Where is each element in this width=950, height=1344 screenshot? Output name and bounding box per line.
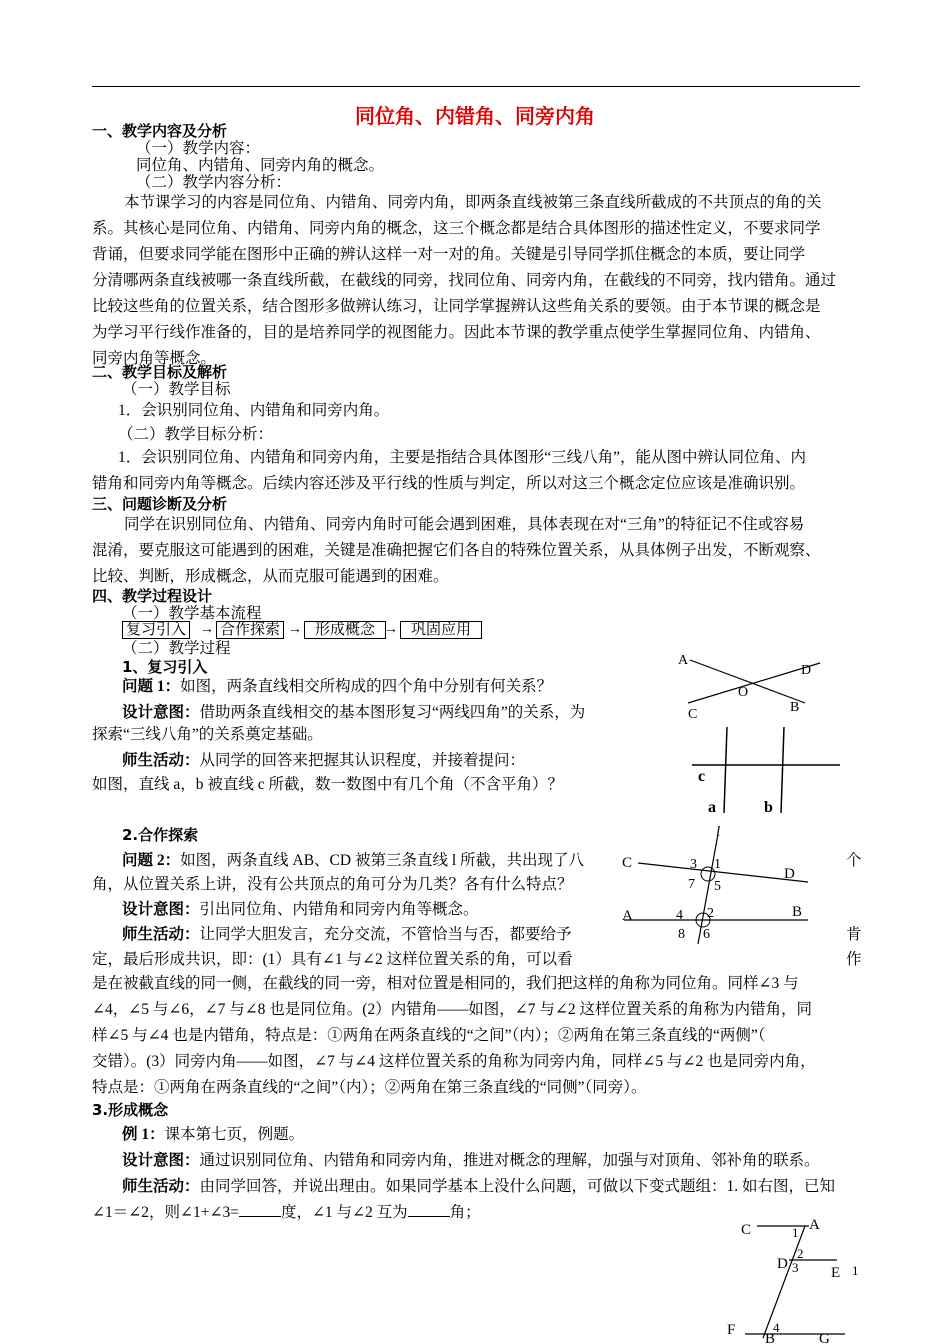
s1-line: 比较这些角的位置关系，结合图形多做辨认练习，让同学掌握辨认这些角关系的要领。由于本节课的概念是	[92, 298, 821, 315]
fig3-label: 4	[676, 908, 683, 923]
fig4-label: E	[831, 1265, 841, 1281]
s1-line: 同旁内角等概念。	[92, 350, 217, 367]
p2-a-label: 师生活动：	[122, 926, 200, 943]
fig4-label: C	[741, 1222, 752, 1238]
p2-a-text1: 让同学大胆发言，充分交流，不管恰当与否，都要给予	[199, 926, 572, 943]
s3-line: 同学在识别同位角、内错角、同旁内角时可能会遇到困难，具体表现在对“三角”的特征记不住或容易	[124, 516, 805, 533]
p2-q-text1-end: 个	[846, 852, 862, 869]
p2-a-text1-end: 肯	[846, 926, 862, 943]
fig3-label: 2	[707, 906, 714, 921]
section-1-heading: 一、教学内容及分析	[92, 122, 228, 140]
fig1-label: O	[738, 685, 749, 700]
s1-paragraph	[92, 190, 860, 372]
p1-d-label: 设计意图：	[122, 704, 200, 721]
s3-line: 混淆，要克服这可能遇到的困难，关键是准确把握它们各自的特殊位置关系，从具体例子出发，不断观察、	[92, 542, 821, 559]
p1-q-text: 如图，两条直线相交所构成的四个角中分别有何关系？	[180, 678, 553, 695]
answer-blank	[408, 1202, 450, 1217]
s2-sub1: （一）教学目标	[122, 381, 231, 398]
p2-d-text: 引出同位角、内错角和同旁内角等概念。	[199, 901, 479, 918]
fig2-label: c	[698, 768, 706, 785]
fig4-label: 2	[797, 1246, 804, 1261]
p2-design	[122, 901, 479, 919]
p3-a-text2-c: 角；	[449, 1204, 481, 1221]
s2-item1: 1．会识别同位角、内错角和同旁内角。	[118, 402, 390, 419]
p3-e-label: 例 1：	[122, 1126, 165, 1143]
p1-a-text2: 如图，直线 a，b 被直线 c 所截，数一数图中有几个角（不含平角）？	[92, 776, 564, 793]
top-rule	[92, 86, 860, 87]
s2-line: 1．会识别同位角、内错角和同旁内角，主要是指结合具体图形“三线八角”，能从图中辨认同位角、内	[118, 449, 807, 466]
p3-activity	[122, 1178, 835, 1196]
figure-two-lines-transversal	[690, 725, 850, 820]
p2-q-text1: 如图，两条直线 AB、CD 被第三条直线 l 所截，共出现了八	[180, 852, 585, 869]
p2-d-label: 设计意图：	[122, 901, 200, 918]
p2-line: 特点是：①两角在两条直线的“之间”（内）；②两角在第三条直线的“同侧”（同旁）。	[92, 1079, 647, 1096]
fig3-label: B	[792, 904, 803, 920]
p2-a-text2: 定，最后形成共识，即：(1）具有∠1 与∠2 这样位置关系的角，可以看	[92, 951, 573, 968]
p3-a-text: 由同学回答，并说出理由。如果同学基本上没什么问题，可做以下变式题组：1. 如右图，已知	[199, 1178, 836, 1195]
p2-q-label: 问题 2：	[122, 852, 181, 869]
page-title: 同位角、内错角、同旁内角	[355, 104, 595, 128]
p1-question	[122, 678, 552, 696]
s2-sub2: （二）教学目标分析：	[118, 426, 274, 443]
s1-line: 系。其核心是同位角、内错角、同旁内角的概念，这三个概念都是结合具体图形的描述性定义，不要求同学	[92, 220, 821, 237]
fig3-label: l	[716, 824, 721, 840]
page-number: 1	[852, 1263, 859, 1278]
p3-d-text: 通过识别同位角、内错角和同旁内角，推进对概念的理解，加强与对顶角、邻补角的联系。	[199, 1152, 820, 1169]
p2-heading: 2.合作探索	[122, 826, 199, 844]
section-2-heading: 二、教学目标及解析	[92, 363, 228, 381]
p3-a-text2-a: ∠1＝∠2，则∠1+∠3=	[92, 1204, 239, 1221]
fig3-label: 5	[714, 879, 721, 894]
fig4-label: 4	[773, 1320, 780, 1335]
s4-sub2: （二）教学过程	[122, 640, 231, 657]
section-4-heading: 四、教学过程设计	[92, 587, 213, 605]
s1-line: 背诵，但要求同学能在图形中正确的辨认这样一对一对的角。关键是引导同学抓住概念的本质，要让同学	[92, 246, 806, 263]
p2-activity	[122, 926, 572, 944]
fig4-label: F	[727, 1322, 736, 1338]
fig3-label: C	[622, 855, 633, 871]
p1-heading: 1、复习引入	[122, 658, 208, 676]
p2-line: 样∠5 与∠4 也是内错角，特点是：①两角在两条直线的“之间”（内）；②两角在第三条直线的“两侧”（	[92, 1027, 766, 1044]
fig3-label: 8	[678, 927, 685, 942]
s2-paragraph	[92, 445, 860, 497]
section-3-heading: 三、问题诊断及分析	[92, 495, 228, 513]
p3-a-text2-b: 度，∠1 与∠2 互为	[280, 1204, 408, 1221]
s3-paragraph	[92, 512, 860, 590]
flow-step-4: 巩固应用	[400, 621, 482, 639]
p2-question	[122, 852, 584, 870]
p1-d-text1: 借助两条直线相交的基本图形复习“两线四角”的关系，为	[199, 704, 586, 721]
p1-q-label: 问题 1：	[122, 678, 181, 695]
transversal	[763, 1226, 805, 1338]
s1-sub1: （一）教学内容：	[136, 140, 261, 157]
p2-a-text2-end: 作	[846, 951, 862, 968]
s1-sub1-text: 同位角、内错角、同旁内角的概念。	[136, 157, 385, 174]
fig1-label: D	[801, 663, 812, 678]
s1-line: 为学习平行线作准备的，目的是培养同学的视图能力。因此本节课的教学重点使学生掌握同位角、内错角、	[92, 324, 821, 341]
p3-e-text: 课本第七页，例题。	[164, 1126, 305, 1143]
fig2-label: a	[708, 799, 716, 816]
line-b	[781, 727, 784, 813]
p2-paragraph	[92, 971, 860, 1101]
p1-d-text2: 探索“三线八角”的关系奠定基础。	[92, 726, 323, 743]
fig4-label: G	[819, 1331, 830, 1344]
flow-step-3: 形成概念	[304, 621, 386, 639]
p1-activity	[122, 752, 525, 770]
fig4-label: 3	[792, 1260, 799, 1275]
p3-design	[122, 1152, 820, 1170]
fig4-label: 1	[792, 1225, 799, 1240]
fig4-label: A	[809, 1217, 820, 1233]
p3-d-label: 设计意图：	[122, 1152, 200, 1169]
s1-line: 本节课学习的内容是同位角、内错角、同旁内角，即两条直线被第三条直线所截成的不共顶点的角的关	[124, 194, 822, 211]
fig1-label: B	[790, 700, 800, 715]
intersection-circle	[701, 867, 715, 881]
fig4-label: B	[765, 1331, 776, 1344]
line-a	[724, 727, 727, 813]
answer-blank	[239, 1202, 281, 1217]
fig1-label: C	[688, 707, 698, 722]
p3-example	[122, 1126, 304, 1144]
p1-a-text1: 从同学的回答来把握其认识程度，并接着提问：	[199, 752, 526, 769]
fig2-label: b	[764, 799, 773, 816]
p2-line: 交错）。(3）同旁内角——如图，∠7 与∠4 这样位置关系的角称为同旁内角，同样∠5 与∠2 也是同旁内角，	[92, 1053, 816, 1070]
fig3-label: 3	[690, 857, 697, 872]
line-cd	[638, 863, 808, 882]
fig1-label: A	[678, 653, 689, 668]
s1-sub2: （二）教学内容分析：	[136, 174, 292, 191]
s3-line: 比较、判断，形成概念，从而克服可能遇到的困难。	[92, 568, 449, 585]
p2-q-text2: 角，从位置关系上讲，没有公共顶点的角可分为几类？各有什么特点？	[92, 876, 573, 893]
p3-a-text2	[92, 1202, 481, 1222]
s1-line: 分清哪两条直线被哪一条直线所截，在截线的同旁，找同位角、同旁内角，在截线的不同旁，找内错角。通过	[92, 272, 837, 289]
p2-line: 是在被截直线的同一侧，在截线的同一旁，相对位置是相同的，我们把这样的角称为同位角。同样∠3 与	[92, 975, 799, 992]
figure-three-lines-eight-angles	[610, 820, 840, 945]
flow-step-2: 合作探索	[216, 621, 284, 639]
figure-intersecting-lines	[670, 645, 830, 725]
flow-arrow-icon: →	[200, 622, 214, 637]
fig3-label: 6	[703, 927, 710, 942]
p1-a-label: 师生活动：	[122, 752, 200, 769]
fig3-label: D	[784, 866, 795, 882]
p3-heading: 3.形成概念	[92, 1101, 169, 1119]
p1-design	[122, 704, 585, 722]
s4-sub1: （一）教学基本流程	[122, 605, 262, 622]
p2-line: ∠4，∠5 与∠6，∠7 与∠8 也是同位角。(2）内错角——如图，∠7 与∠2 这样位置关系的角称为内错角，同	[92, 1001, 812, 1018]
fig3-label: 1	[714, 857, 721, 872]
fig3-label: 7	[688, 877, 695, 892]
flow-arrow-icon: →	[288, 622, 302, 637]
fig4-label: D	[777, 1256, 788, 1272]
flow-arrow-icon: →	[384, 622, 398, 637]
s2-line: 错角和同旁内角等概念。后续内容还涉及平行线的性质与判定，所以对这三个概念定位应该是准确识别。	[92, 475, 806, 492]
p3-a-label: 师生活动：	[122, 1178, 200, 1195]
fig3-label: A	[622, 908, 633, 924]
flow-step-1: 复习引入	[122, 621, 190, 639]
